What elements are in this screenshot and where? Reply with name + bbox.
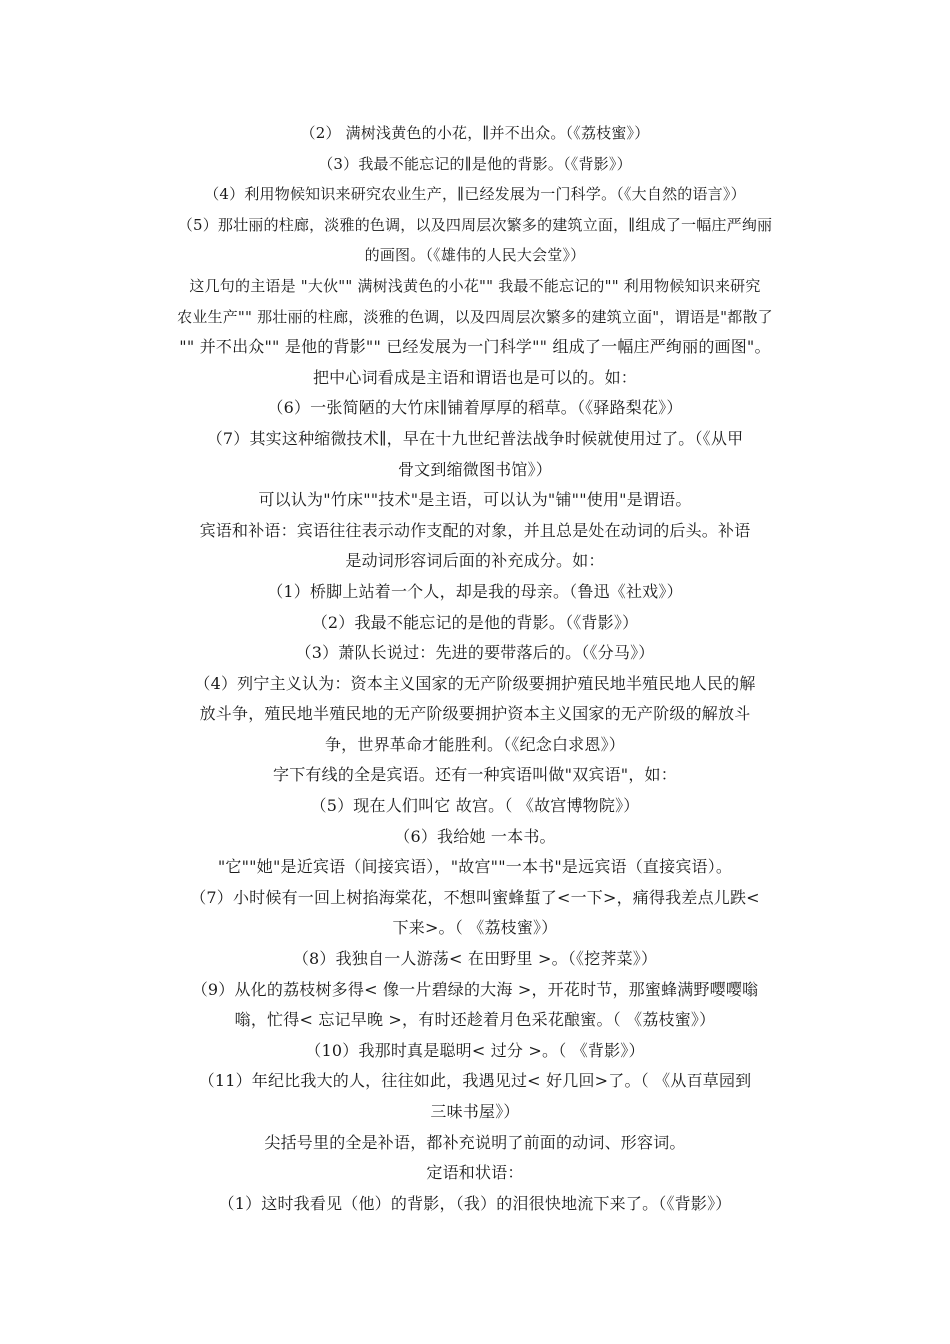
- text-line: （8）我独自一人游荡< 在田野里 >。（《挖荠菜》）: [292, 949, 658, 969]
- document-body: [145, 118, 805, 1219]
- text-line: 争，世界革命才能胜利。（《纪念白求恩》）: [324, 734, 625, 754]
- text-line: 定语和状语：: [426, 1163, 524, 1183]
- text-line: 字下有线的全是宾语。还有一种宾语叫做"双宾语"，如：: [273, 765, 677, 785]
- text-line: （10）我那时真是聪明< 过分 >。（ 《背影》）: [305, 1040, 645, 1060]
- text-line: 嗡，忙得< 忘记早晚 >，有时还趁着月色采花酿蜜。（ 《荔枝蜜》）: [234, 1010, 716, 1030]
- text-line: （9）从化的荔枝树多得< 像一片碧绿的大海 >，开花时节，那蜜蜂满野嘤嘤嗡: [191, 979, 759, 999]
- text-line: 可以认为"竹床""技术"是主语，可以认为"铺""使用"是谓语。: [258, 490, 692, 510]
- text-line: 是动词形容词后面的补充成分。如：: [345, 551, 605, 571]
- text-line: （2）我最不能忘记的是他的背影。（《背影》）: [311, 612, 639, 632]
- text-line: （7）小时候有一回上树掐海棠花，不想叫蜜蜂蜇了<一下>，痛得我差点儿跌<: [190, 887, 760, 907]
- text-line: 放斗争，殖民地半殖民地的无产阶级要拥护资本主义国家的无产阶级的解放斗: [199, 704, 751, 724]
- text-line: 尖括号里的全是补语，都补充说明了前面的动词、形容词。: [264, 1132, 686, 1152]
- text-line: （2） 满树浅黄色的小花，∥并不出众。（《荔枝蜜》）: [300, 124, 650, 142]
- text-line: （4）利用物候知识来研究农业生产，∥已经发展为一门科学。（《大自然的语言》）: [204, 185, 746, 204]
- document-page: [0, 118, 950, 1219]
- text-line: "它""她"是近宾语（间接宾语），"故宫""一本书"是远宾语（直接宾语）。: [217, 857, 733, 877]
- text-line: （3）萧队长说过：先进的要带落后的。（《分马》）: [295, 643, 655, 663]
- text-line: （1）这时我看见（他）的背影，（我）的泪很快地流下来了。（《背影》）: [218, 1193, 732, 1213]
- text-line: （3）我最不能忘记的∥是他的背影。（《背影》）: [318, 154, 632, 173]
- text-line: （5）那壮丽的柱廊，淡雅的色调，以及四周层次繁多的建筑立面，∥组成了一幅庄严绚丽: [177, 215, 773, 234]
- text-line: （4）列宁主义认为：资本主义国家的无产阶级要拥护殖民地半殖民地人民的解: [194, 673, 756, 693]
- text-line: 农业生产"" 那壮丽的柱廊，淡雅的色调，以及四周层次繁多的建筑立面"，谓语是"都散了: [177, 307, 773, 326]
- text-line: 的画图。（《雄伟的人民大会堂》）: [364, 246, 586, 265]
- text-line: 下来>。（ 《荔枝蜜》）: [392, 918, 558, 938]
- text-line: "" 并不出众"" 是他的背影"" 已经发展为一门科学"" 组成了一幅庄严绚丽的画图"。: [179, 337, 771, 357]
- text-line: 骨文到缩微图书馆》）: [397, 459, 552, 479]
- text-line: （11）年纪比我大的人，往往如此，我遇见过< 好几回>了。（ 《从百草园到: [198, 1071, 752, 1091]
- text-line: 这几句的主语是 "大伙"" 满树浅黄色的小花"" 我最不能忘记的"" 利用物候知识来研究: [189, 276, 761, 295]
- text-line: 三味书屋》）: [430, 1102, 520, 1121]
- text-line: （6）一张简陋的大竹床∥铺着厚厚的稻草。（《驿路梨花》）: [267, 398, 683, 418]
- text-line: （1）桥脚上站着一个人，却是我的母亲。（鲁迅《社戏》）: [267, 581, 683, 601]
- text-line: （6）我给她 一本书。: [394, 826, 556, 846]
- text-line: 把中心词看成是主语和谓语也是可以的。如：: [312, 367, 637, 387]
- text-line: （5）现在人们叫它 故宫。（ 《故宫博物院》）: [310, 796, 640, 816]
- text-line: 宾语和补语：宾语往往表示动作支配的对象，并且总是处在动词的后头。补语: [199, 520, 751, 540]
- text-line: （7）其实这种缩微技术∥，早在十九世纪普法战争时候就使用过了。（《从甲: [206, 428, 744, 448]
